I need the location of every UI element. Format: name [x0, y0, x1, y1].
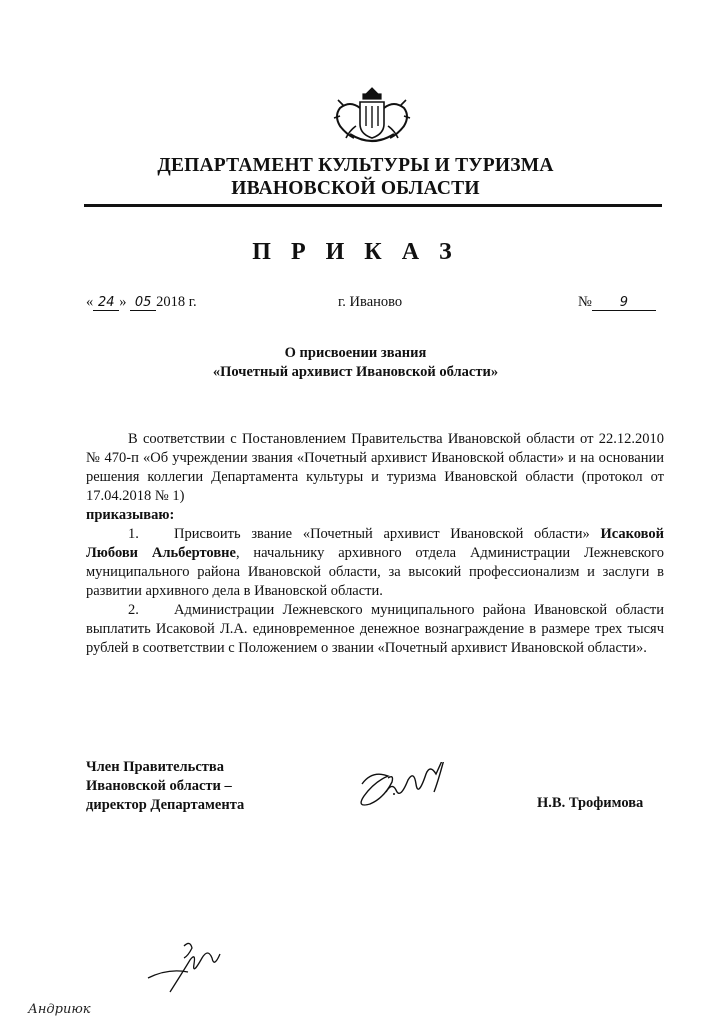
signatory-position [86, 758, 244, 815]
item-1-awardee-name: Исаковой Любови Альбертовне [86, 526, 665, 561]
header-divider [84, 204, 662, 207]
number-label: № [578, 294, 592, 310]
subject-line-2: «Почетный архивист Ивановской области» [212, 364, 499, 380]
order-date [86, 294, 197, 311]
order-item-1 [86, 525, 664, 601]
order-word: приказываю: [86, 507, 175, 523]
date-year: 2018 г. [156, 294, 197, 310]
item-1-number: 1. [128, 526, 139, 542]
signature-icon [352, 762, 482, 812]
department-line-1: ДЕПАРТАМЕНТ КУЛЬТУРЫ И ТУРИЗМА [157, 155, 554, 176]
position-line-1: Член Правительства [86, 759, 224, 775]
initials-mark-icon [140, 938, 240, 998]
order-number [578, 294, 656, 311]
handwritten-note: Андриюк [28, 1002, 91, 1017]
department-line-2: ИВАНОВСКОЙ ОБЛАСТИ [231, 178, 480, 199]
position-line-2: Ивановской области – [86, 778, 232, 794]
date-month: 05 [130, 295, 156, 311]
order-item-2 [86, 601, 664, 658]
order-subject [0, 344, 711, 382]
item-1-text-b: , начальнику архивного отдела Администрации Лежневского муниципального района Ивановской области, за высокий профессионализм и заслуги в развитии архивного дела в Ивановской области. [86, 545, 664, 599]
coat-of-arms-icon [330, 86, 414, 150]
item-2-text: Администрации Лежневского муниципального района Ивановской области выплатить Исаковой Л.А. единовременное денежное вознаграждение в размере трех тысяч рублей в соответствии с Положением о звании «Почетный архивист Ивановской области». [86, 602, 664, 656]
item-1-text-a: Присвоить звание «Почетный архивист Ивановской области» [174, 526, 590, 542]
item-2-number: 2. [128, 602, 139, 618]
date-close-quote: » [119, 294, 127, 310]
subject-line-1: О присвоении звания [284, 345, 427, 361]
date-open-quote: « [86, 294, 94, 310]
position-line-3: директор Департамента [86, 797, 245, 813]
number-value: 9 [592, 295, 656, 311]
preamble-paragraph: В соответствии с Постановлением Правительства Ивановской области от 22.12.2010 № 470-п «Об учреждении звания «Почетный архивист Ивановской области» и на основании решения коллегии Департамента культуры и туризма Ивановской области (протокол от 17.04.2018 № 1) [86, 431, 664, 504]
order-body [86, 430, 664, 658]
signatory-name: Н.В. Трофимова [537, 795, 644, 811]
department-name [0, 154, 711, 200]
date-day: 24 [93, 295, 119, 311]
document-title: П Р И К А З [252, 239, 459, 265]
order-city: г. Иваново [338, 294, 403, 310]
